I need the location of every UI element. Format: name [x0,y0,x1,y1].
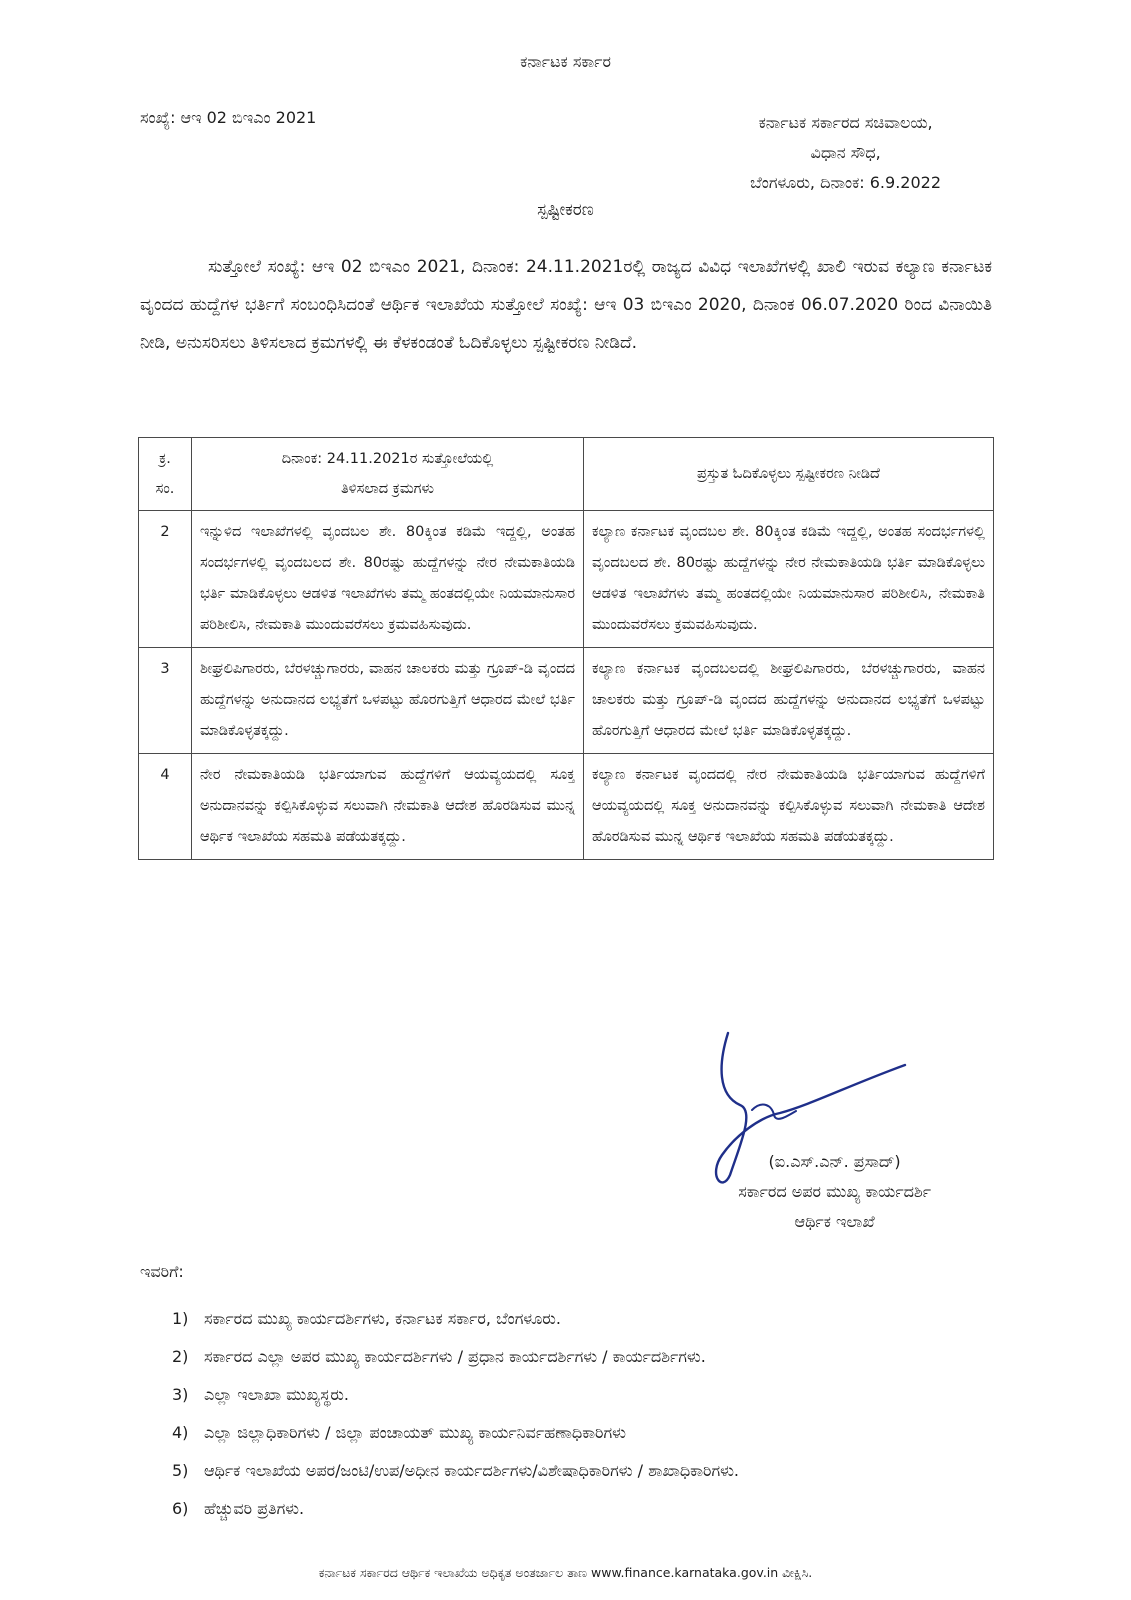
list-number: 2) [172,1347,189,1366]
list-number: 5) [172,1461,189,1480]
header-sl [139,438,192,511]
office-line-2: ವಿಧಾನ ಸೌಧ, [810,143,881,162]
table-row [139,511,994,648]
row-clarified: ಕಲ್ಯಾಣ ಕರ್ನಾಟಕ ವೃಂದಬಲದಲ್ಲಿ ಶೀಘ್ರಲಿಪಿಗಾರರು, ಬೆರಳಚ್ಚುಗಾರರು, ವಾಹನ ಚಾಲಕರು ಮತ್ತು ಗ್ರೂಪ್-ಡಿ ವೃಂದದ ಹುದ್ದೆಗಳನ್ನು ಅನುದಾನದ ಲಭ್ಯತೆಗೆ ಒಳಪಟ್ಟು ಹೊರಗುತ್ತಿಗೆ ಆಧಾರದ ಮೇಲೆ ಭರ್ತಿ ಮಾಡಿಕೊಳ್ಳತಕ್ಕದ್ದು. [584,648,994,754]
header-original [192,438,584,511]
signatory-name: (ಐ.ಎಸ್.ಎನ್. ಪ್ರಸಾದ್) [768,1152,901,1171]
office-line-1: ಕರ್ನಾಟಕ ಸರ್ಕಾರದ ಸಚಿವಾಲಯ, [758,113,933,132]
header-original-line2: ತಿಳಿಸಲಾದ ಕ್ರಮಗಳು [340,481,435,497]
list-text: ಸರ್ಕಾರದ ಎಲ್ಲಾ ಅಪರ ಮುಖ್ಯ ಕಾರ್ಯದರ್ಶಿಗಳು / ಪ್ರಧಾನ ಕಾರ್ಯದರ್ಶಿಗಳು / ಕಾರ್ಯದರ್ಶಿಗಳು. [204,1347,706,1366]
list-item [172,1452,739,1490]
table-row [139,754,994,860]
row-sl: 2 [139,511,192,648]
office-address [750,108,941,198]
to-label: ಇವರಿಗೆ: [140,1262,184,1281]
clarification-table [138,437,994,860]
document-title: ಸ್ಪಷ್ಟೀಕರಣ [537,200,594,220]
list-number: 3) [172,1385,189,1404]
list-text: ಸರ್ಕಾರದ ಮುಖ್ಯ ಕಾರ್ಯದರ್ಶಿಗಳು, ಕರ್ನಾಟಕ ಸರ್ಕಾರ, ಬೆಂಗಳೂರು. [204,1309,561,1328]
header-clarified: ಪ್ರಸ್ತುತ ಓದಿಕೊಳ್ಳಲು ಸ್ಪಷ್ಟೀಕರಣ ನೀಡಿದೆ [584,438,994,511]
signatory-designation: ಸರ್ಕಾರದ ಅಪರ ಮುಖ್ಯ ಕಾರ್ಯದರ್ಶಿ [738,1182,931,1201]
government-heading: ಕರ್ನಾಟಕ ಸರ್ಕಾರ [520,52,611,71]
list-text: ಹೆಚ್ಚುವರಿ ಪ್ರತಿಗಳು. [204,1499,305,1518]
row-sl: 3 [139,648,192,754]
signatory-department: ಆರ್ಥಿಕ ಇಲಾಖೆ [794,1212,875,1231]
office-line-3: ಬೆಂಗಳೂರು, ದಿನಾಂಕ: 6.9.2022 [750,173,941,192]
signatory-block [738,1147,931,1237]
list-item [172,1376,739,1414]
intro-paragraph: ಸುತ್ತೋಲೆ ಸಂಖ್ಯೆ: ಆಇ 02 ಬಿಇಎಂ 2021, ದಿನಾಂಕ: 24.11.2021ರಲ್ಲಿ ರಾಜ್ಯದ ವಿವಿಧ ಇಲಾಖೆಗಳಲ್ಲಿ ಖಾಲಿ ಇರುವ ಕಲ್ಯಾಣ ಕರ್ನಾಟಕ ವೃಂದದ ಹುದ್ದೆಗಳ ಭರ್ತಿಗೆ ಸಂಬಂಧಿಸಿದಂತೆ ಆರ್ಥಿಕ ಇಲಾಖೆಯ ಸುತ್ತೋಲೆ ಸಂಖ್ಯೆ: ಆಇ 03 ಬಿಇಎಂ 2020, ದಿನಾಂಕ 06.07.2020 ರಿಂದ ವಿನಾಯಿತಿ ನೀಡಿ, ಅನುಸರಿಸಲು ತಿಳಿಸಲಾದ ಕ್ರಮಗಳಲ್ಲಿ ಈ ಕೆಳಕಂಡಂತೆ ಓದಿಕೊಳ್ಳಲು ಸ್ಪಷ್ಟೀಕರಣ ನೀಡಿದೆ. [140,257,992,353]
header-sl-line2: ಸಂ. [155,481,175,497]
footer-note: ಕರ್ನಾಟಕ ಸರ್ಕಾರದ ಆರ್ಥಿಕ ಇಲಾಖೆಯ ಅಧಿಕೃತ ಅಂತರ್ಜಾಲ ತಾಣ www.finance.karnataka.gov.in ವೀಕ್ಷಿಸಿ. [318,1565,813,1580]
row-clarified: ಕಲ್ಯಾಣ ಕರ್ನಾಟಕ ವೃಂದಬಲ ಶೇ. 80ಕ್ಕಿಂತ ಕಡಿಮೆ ಇದ್ದಲ್ಲಿ, ಅಂತಹ ಸಂದರ್ಭಗಳಲ್ಲಿ ವೃಂದಬಲದ ಶೇ. 80ರಷ್ಟು ಹುದ್ದೆಗಳನ್ನು ನೇರ ನೇಮಕಾತಿಯಡಿ ಭರ್ತಿ ಮಾಡಿಕೊಳ್ಳಲು ಆಡಳಿತ ಇಲಾಖೆಗಳು ತಮ್ಮ ಹಂತದಲ್ಲಿಯೇ ನಿಯಮಾನುಸಾರ ಪರಿಶೀಲಿಸಿ, ನೇಮಕಾತಿ ಮುಂದುವರೆಸಲು ಕ್ರಮವಹಿಸುವುದು. [584,511,994,648]
list-number: 1) [172,1309,189,1328]
header-sl-line1: ಕ್ರ. [159,451,171,467]
row-original: ಶೀಘ್ರಲಿಪಿಗಾರರು, ಬೆರಳಚ್ಚುಗಾರರು, ವಾಹನ ಚಾಲಕರು ಮತ್ತು ಗ್ರೂಪ್-ಡಿ ವೃಂದದ ಹುದ್ದೆಗಳನ್ನು ಅನುದಾನದ ಲಭ್ಯತೆಗೆ ಒಳಪಟ್ಟು ಹೊರಗುತ್ತಿಗೆ ಆಧಾರದ ಮೇಲೆ ಭರ್ತಿ ಮಾಡಿಕೊಳ್ಳತಕ್ಕದ್ದು. [192,648,584,754]
header-original-line1: ದಿನಾಂಕ: 24.11.2021ರ ಸುತ್ತೋಲೆಯಲ್ಲಿ [281,451,494,467]
table-header-row [139,438,994,511]
list-number: 6) [172,1499,189,1518]
list-number: 4) [172,1423,189,1442]
list-text: ಆರ್ಥಿಕ ಇಲಾಖೆಯ ಅಪರ/ಜಂಟಿ/ಉಪ/ಅಧೀನ ಕಾರ್ಯದರ್ಶಿಗಳು/ವಿಶೇಷಾಧಿಕಾರಿಗಳು / ಶಾಖಾಧಿಕಾರಿಗಳು. [204,1461,739,1480]
row-sl: 4 [139,754,192,860]
list-text: ಎಲ್ಲಾ ಇಲಾಖಾ ಮುಖ್ಯಸ್ಥರು. [204,1385,349,1404]
list-text: ಎಲ್ಲಾ ಜಿಲ್ಲಾಧಿಕಾರಿಗಳು / ಜಿಲ್ಲಾ ಪಂಚಾಯತ್ ಮುಖ್ಯ ಕಾರ್ಯನಿರ್ವಹಣಾಧಿಕಾರಿಗಳು [204,1423,626,1442]
distribution-list [172,1300,739,1528]
list-item [172,1414,739,1452]
list-item [172,1490,739,1528]
list-item [172,1300,739,1338]
row-clarified: ಕಲ್ಯಾಣ ಕರ್ನಾಟಕ ವೃಂದದಲ್ಲಿ ನೇರ ನೇಮಕಾತಿಯಡಿ ಭರ್ತಿಯಾಗುವ ಹುದ್ದೆಗಳಿಗೆ ಆಯವ್ಯಯದಲ್ಲಿ ಸೂಕ್ತ ಅನುದಾನವನ್ನು ಕಲ್ಪಿಸಿಕೊಳ್ಳುವ ಸಲುವಾಗಿ ನೇಮಕಾತಿ ಆದೇಶ ಹೊರಡಿಸುವ ಮುನ್ನ ಆರ್ಥಿಕ ಇಲಾಖೆಯ ಸಹಮತಿ ಪಡೆಯತಕ್ಕದ್ದು. [584,754,994,860]
list-item [172,1338,739,1376]
row-original: ನೇರ ನೇಮಕಾತಿಯಡಿ ಭರ್ತಿಯಾಗುವ ಹುದ್ದೆಗಳಿಗೆ ಆಯವ್ಯಯದಲ್ಲಿ ಸೂಕ್ತ ಅನುದಾನವನ್ನು ಕಲ್ಪಿಸಿಕೊಳ್ಳುವ ಸಲುವಾಗಿ ನೇಮಕಾತಿ ಆದೇಶ ಹೊರಡಿಸುವ ಮುನ್ನ ಆರ್ಥಿಕ ಇಲಾಖೆಯ ಸಹಮತಿ ಪಡೆಯತಕ್ಕದ್ದು. [192,754,584,860]
table-row [139,648,994,754]
order-number: ಸಂಖ್ಯೆ: ಆಇ 02 ಬಿಇಎಂ 2021 [140,108,317,127]
row-original: ಇನ್ನುಳಿದ ಇಲಾಖೆಗಳಲ್ಲಿ ವೃಂದಬಲ ಶೇ. 80ಕ್ಕಿಂತ ಕಡಿಮೆ ಇದ್ದಲ್ಲಿ, ಅಂತಹ ಸಂದರ್ಭಗಳಲ್ಲಿ ವೃಂದಬಲದ ಶೇ. 80ರಷ್ಟು ಹುದ್ದೆಗಳನ್ನು ನೇರ ನೇಮಕಾತಿಯಡಿ ಭರ್ತಿ ಮಾಡಿಕೊಳ್ಳಲು ಆಡಳಿತ ಇಲಾಖೆಗಳು ತಮ್ಮ ಹಂತದಲ್ಲಿಯೇ ನಿಯಮಾನುಸಾರ ಪರಿಶೀಲಿಸಿ, ನೇಮಕಾತಿ ಮುಂದುವರೆಸಲು ಕ್ರಮವಹಿಸುವುದು. [192,511,584,648]
